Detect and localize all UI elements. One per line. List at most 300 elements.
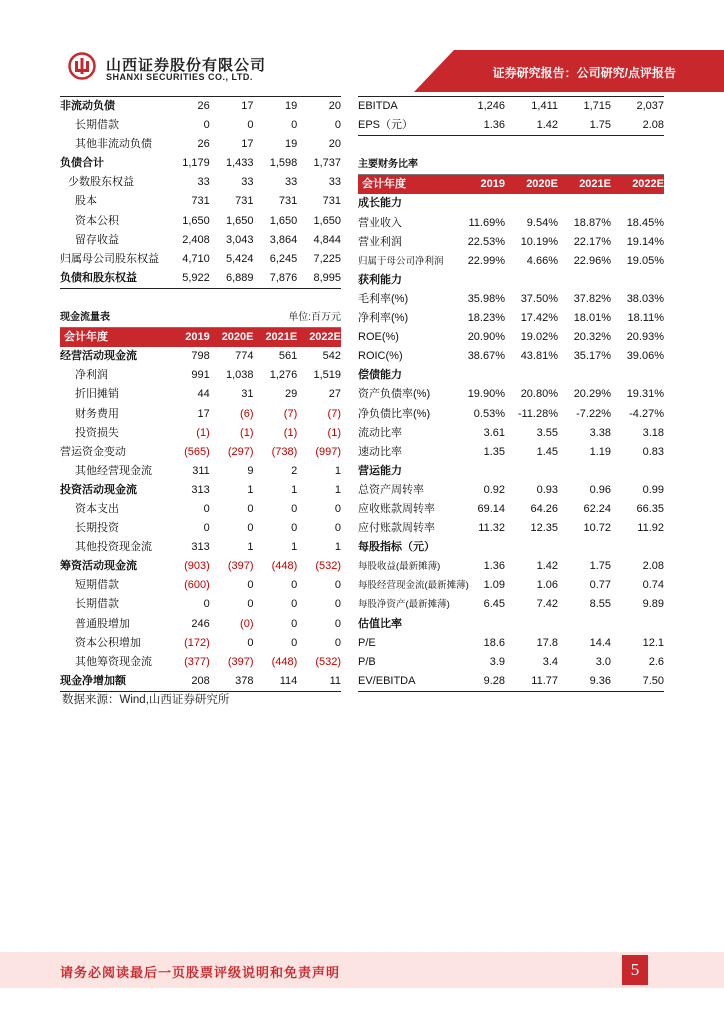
row-value: 3.18 (642, 426, 664, 439)
row-value: 19.14% (626, 235, 664, 248)
row-label: 每股指标（元） (358, 541, 435, 554)
row-label: 长期投资 (75, 522, 119, 535)
data-source-note: 数据来源：Wind,山西证券研究所 (62, 694, 230, 706)
row-value: 33 (197, 176, 210, 189)
row-value: 19 (285, 100, 298, 112)
row-value: (6) (240, 407, 254, 420)
row-label: ROIC(%) (358, 350, 403, 363)
row-label: 其他经营现金流 (75, 464, 152, 477)
row-value: (1) (283, 426, 298, 439)
table-row (358, 595, 664, 614)
row-value: 3.0 (595, 655, 611, 668)
row-value: 1,411 (531, 100, 558, 112)
table-row (60, 519, 341, 538)
row-value: 17.8 (536, 636, 558, 649)
row-label: 每股净资产(最新摊薄) (358, 599, 450, 611)
row-value: 774 (235, 350, 254, 363)
table-row (60, 557, 341, 576)
row-value: 5,424 (225, 252, 254, 265)
header-year: 2022E (632, 178, 664, 191)
row-label: 普通股增加 (75, 617, 130, 630)
row-value: 37.82% (573, 292, 611, 305)
row-value: 64.26 (530, 502, 558, 515)
row-label: 净利润 (75, 369, 108, 382)
row-label: 营运能力 (358, 464, 402, 477)
row-label: 长期借款 (75, 119, 119, 132)
row-value: 0 (247, 636, 254, 649)
row-value: 33 (328, 176, 341, 189)
row-value: 43.81% (520, 350, 558, 363)
page-header (0, 0, 724, 92)
row-value: 29 (285, 388, 298, 401)
row-value: 1 (334, 541, 341, 554)
company-name-cn: 山西证券股份有限公司 (106, 57, 267, 74)
row-label: 现金净增加额 (60, 674, 126, 687)
row-value: 1,650 (313, 214, 341, 227)
row-value: 4,844 (313, 233, 341, 246)
header-label: 会计年度 (64, 331, 108, 344)
row-value: 0 (334, 598, 341, 611)
row-value (505, 615, 558, 634)
row-value: 1 (291, 483, 298, 496)
row-value (611, 366, 664, 385)
row-value: 26 (197, 138, 210, 151)
row-value: 10.19% (520, 235, 558, 248)
row-value (611, 194, 664, 213)
row-value (452, 462, 505, 481)
row-label: 净利率(%) (358, 312, 409, 325)
row-value (558, 462, 611, 481)
row-value: 22.96% (573, 254, 611, 267)
row-value (505, 366, 558, 385)
row-value: 2.08 (642, 560, 664, 573)
row-value: (1) (327, 426, 341, 439)
row-value (505, 462, 558, 481)
row-value: 22.53% (467, 235, 505, 248)
company-name-en: SHANXI SECURITIES CO., LTD. (106, 72, 253, 82)
table-row (358, 519, 664, 538)
row-value: 246 (191, 617, 210, 630)
row-value: (600) (184, 579, 210, 592)
row-value: 0 (291, 119, 298, 132)
row-value (505, 194, 558, 213)
row-value: 11 (329, 674, 341, 687)
row-label: 资产负债率(%) (358, 388, 431, 401)
table-row (358, 309, 664, 328)
table-row (358, 194, 664, 213)
row-value: 0 (247, 119, 254, 132)
row-value: 19.90% (467, 388, 505, 401)
row-label: 营运资金变动 (60, 445, 126, 458)
row-value: 7.50 (642, 674, 664, 687)
header-year: 2019 (480, 178, 505, 191)
row-value: 0.99 (642, 483, 664, 496)
table-row (60, 424, 341, 443)
row-value: 2,037 (636, 100, 664, 112)
row-value: 37.50% (520, 292, 558, 305)
row-value: 12.35 (530, 522, 558, 535)
row-value: 1 (247, 541, 254, 554)
row-value: 44 (197, 388, 210, 401)
row-value: (7) (327, 407, 341, 420)
row-value (505, 538, 558, 557)
row-value: 3.4 (542, 655, 558, 668)
row-value: (997) (315, 445, 341, 458)
table-row (60, 653, 341, 672)
cashflow-title-row (60, 308, 341, 328)
row-value: 3,043 (225, 233, 254, 246)
row-value: 39.06% (626, 350, 664, 363)
table-row (358, 481, 664, 500)
row-value: 1.45 (536, 445, 558, 458)
row-label: 筹资活动现金流 (60, 560, 137, 573)
table-row (358, 385, 664, 404)
table-row (358, 328, 664, 347)
row-value: 0 (334, 636, 341, 649)
table-row (60, 595, 341, 614)
table-row (358, 347, 664, 366)
row-value: 1.75 (589, 119, 611, 132)
header-year: 2021E (265, 331, 298, 344)
row-value: 17.42% (520, 312, 558, 325)
row-value: 22.99% (467, 254, 505, 267)
row-value: 9 (247, 464, 254, 477)
row-value: 3.55 (536, 426, 558, 439)
row-value (558, 366, 611, 385)
row-label: 每股经营现金流(最新摊薄) (358, 580, 469, 592)
row-value: (903) (184, 560, 210, 573)
row-label: 流动比率 (358, 426, 402, 439)
row-value: 1,433 (225, 157, 254, 170)
row-value: 20 (328, 138, 341, 151)
row-value: 1.35 (483, 445, 505, 458)
row-value: 18.01% (573, 312, 611, 325)
table-row (60, 154, 341, 173)
row-value (452, 366, 505, 385)
row-label: 成长能力 (358, 197, 402, 210)
row-value: (738) (271, 445, 298, 458)
row-value: 1 (334, 483, 341, 496)
row-value: 0.74 (642, 579, 664, 592)
row-value: 8.55 (589, 598, 611, 611)
row-value: 3.61 (483, 426, 505, 439)
cashflow-title: 现金流量表 (60, 312, 110, 324)
row-value: 3.38 (589, 426, 611, 439)
row-value: 33 (241, 176, 254, 189)
row-value: 542 (322, 350, 341, 363)
disclaimer-link: 请务必阅读最后一页股票评级说明和免责声明 (60, 965, 341, 980)
row-label: 短期借款 (75, 579, 119, 592)
table-row (60, 212, 341, 231)
row-value: (448) (271, 655, 298, 668)
row-value: 22.17% (573, 235, 611, 248)
row-value: 1 (247, 483, 254, 496)
report-type-label: 证券研究报告：公司研究/点评报告 (492, 66, 676, 80)
table-row (358, 424, 664, 443)
ebitda-eps-table (358, 96, 664, 136)
row-value: 17 (241, 100, 254, 112)
table-row (60, 405, 341, 424)
row-value: 20.32% (573, 331, 611, 344)
header-year: 2021E (579, 178, 611, 191)
table-row (358, 252, 664, 271)
row-value: 0 (247, 598, 254, 611)
row-value: 31 (241, 388, 254, 401)
table-row (358, 462, 664, 481)
row-label: 总资产周转率 (358, 483, 424, 496)
table-row (358, 557, 664, 576)
row-label: 投资活动现金流 (60, 483, 137, 496)
row-label: 归属母公司股东权益 (60, 252, 159, 265)
row-value: 11.32 (478, 522, 505, 535)
row-value: (532) (315, 655, 341, 668)
row-value: 1.42 (536, 560, 558, 573)
table-row (358, 116, 664, 136)
table-row (60, 347, 341, 366)
row-value: 0 (291, 579, 298, 592)
row-value: 0 (203, 119, 210, 132)
row-value: -7.22% (576, 407, 611, 420)
row-value: 0 (291, 598, 298, 611)
row-label: 少数股东权益 (68, 176, 134, 189)
right-column (358, 96, 664, 692)
row-value (452, 615, 505, 634)
row-label: 营业利润 (358, 235, 402, 248)
table-row (60, 443, 341, 462)
row-value: 1.06 (536, 579, 558, 592)
row-label: 其他筹资现金流 (75, 655, 152, 668)
row-label: EPS（元） (358, 119, 414, 132)
row-value: 35.98% (467, 292, 505, 305)
row-value: 2,408 (182, 233, 210, 246)
row-label: 偿债能力 (358, 369, 402, 382)
row-value (505, 271, 558, 290)
row-value (558, 194, 611, 213)
row-value: (397) (227, 655, 254, 668)
row-value: 20.90% (467, 331, 505, 344)
row-value: 0.96 (589, 483, 611, 496)
row-value (452, 271, 505, 290)
row-value: 0 (203, 522, 210, 535)
row-value: 4.66% (526, 254, 558, 267)
table-row (60, 576, 341, 595)
row-value: 1.42 (536, 119, 558, 132)
row-value: 0.83 (642, 445, 664, 458)
row-label: 获利能力 (358, 273, 402, 286)
row-value: 2.6 (648, 655, 664, 668)
row-value: 0 (247, 502, 254, 515)
row-label: 经营活动现金流 (60, 350, 137, 363)
row-label: 应付账款周转率 (358, 522, 435, 535)
row-value: 38.03% (626, 292, 664, 305)
row-value: 18.45% (626, 216, 664, 229)
row-label: 资本支出 (75, 502, 119, 515)
table-row (358, 233, 664, 252)
table-row (60, 135, 341, 154)
row-value: 0 (203, 598, 210, 611)
row-label: P/B (358, 655, 376, 668)
row-value: 1,038 (225, 369, 254, 382)
page-number: 5 (622, 955, 648, 985)
table-row (60, 634, 341, 653)
row-label: 负债合计 (60, 157, 104, 170)
row-value: 731 (191, 195, 210, 208)
row-value: 731 (278, 195, 298, 208)
row-value: 561 (278, 350, 298, 363)
table-row (358, 290, 664, 309)
row-value: 19 (285, 138, 298, 151)
ratios-title-row (358, 155, 664, 175)
row-value (452, 538, 505, 557)
table-row (358, 538, 664, 557)
table-header-row (358, 175, 664, 194)
row-value: 5,922 (182, 271, 210, 284)
row-label: 折旧摊销 (75, 388, 119, 401)
table-row (358, 405, 664, 424)
table-row (358, 214, 664, 233)
row-value: 0 (247, 522, 254, 535)
row-value: 1.75 (589, 560, 611, 573)
row-value: (1) (240, 426, 254, 439)
row-value: 1 (334, 464, 341, 477)
table-row (358, 615, 664, 634)
row-value: 798 (191, 350, 210, 363)
row-value: 9.28 (483, 674, 505, 687)
row-value: -4.27% (629, 407, 664, 420)
row-value: 20.80% (520, 388, 558, 401)
row-label: 归属于母公司净利润 (358, 255, 444, 267)
row-value: 8,995 (313, 271, 341, 284)
row-value: 69.14 (477, 502, 505, 515)
row-value: 0 (334, 617, 341, 630)
row-value: 4,710 (182, 252, 210, 265)
row-label: 长期借款 (75, 598, 119, 611)
row-value: 1,715 (583, 100, 611, 112)
row-value: 6.45 (483, 598, 505, 611)
row-value: 0 (291, 617, 298, 630)
row-label: 股本 (75, 195, 97, 208)
row-label: 资本公积增加 (75, 636, 141, 649)
row-value: 1,598 (269, 157, 298, 170)
row-value: 6,245 (269, 252, 298, 265)
row-label: 非流动负债 (60, 100, 115, 112)
row-value: (448) (271, 560, 298, 573)
row-value: 17 (241, 138, 254, 151)
row-value: 2.08 (642, 119, 664, 132)
row-value: 1.19 (589, 445, 611, 458)
table-row (60, 538, 341, 557)
row-value: 0.77 (589, 579, 611, 592)
row-value: 10.72 (583, 522, 611, 535)
table-row (358, 653, 664, 672)
row-value: (1) (196, 426, 210, 439)
table-row (358, 271, 664, 290)
row-value: 114 (279, 674, 298, 687)
table-row (60, 385, 341, 404)
row-value: 208 (191, 674, 210, 687)
table-row (60, 173, 341, 192)
row-value: (7) (283, 407, 298, 420)
row-label: EV/EBITDA (358, 674, 416, 687)
row-value: 3.9 (489, 655, 505, 668)
header-year: 2020E (221, 331, 254, 344)
row-label: 留存收益 (75, 233, 119, 246)
row-label: EBITDA (358, 100, 398, 112)
row-value: 1,246 (477, 100, 505, 112)
table-row (358, 634, 664, 653)
row-value (558, 271, 611, 290)
row-value: 9.89 (642, 598, 664, 611)
row-value: 19.02% (520, 331, 558, 344)
row-value: 7,876 (269, 271, 298, 284)
header-label: 会计年度 (362, 178, 406, 191)
row-value: 6,889 (225, 271, 254, 284)
row-value: 1.09 (483, 579, 505, 592)
table-row (60, 462, 341, 481)
row-value: 0.93 (536, 483, 558, 496)
row-value: 20.93% (626, 331, 664, 344)
row-value: 0 (291, 636, 298, 649)
row-value: 19.31% (626, 388, 664, 401)
table-row (60, 116, 341, 135)
row-value: 2 (291, 464, 298, 477)
left-column (60, 96, 341, 692)
row-label: 毛利率(%) (358, 292, 409, 305)
row-value: 18.23% (467, 312, 505, 325)
table-row (60, 615, 341, 634)
row-value: 14.4 (589, 636, 611, 649)
row-value: 1,650 (182, 214, 210, 227)
table-row (60, 192, 341, 211)
row-value (611, 615, 664, 634)
row-value: 0 (334, 119, 341, 132)
row-value (452, 194, 505, 213)
row-value: 731 (322, 195, 341, 208)
row-label: 每股收益(最新摊薄) (358, 561, 441, 573)
row-value (558, 615, 611, 634)
row-value: 991 (191, 369, 210, 382)
row-value (611, 538, 664, 557)
row-value (611, 271, 664, 290)
row-label: 其他投资现金流 (75, 541, 152, 554)
row-value: 0 (334, 579, 341, 592)
row-value: 11.69% (468, 216, 505, 229)
table-row (60, 672, 341, 692)
row-value: 9.54% (526, 216, 558, 229)
row-value: 38.67% (467, 350, 505, 363)
row-value: 1,276 (269, 369, 298, 382)
row-value: 7,225 (313, 252, 341, 265)
row-value: 1.36 (483, 560, 505, 573)
row-value: 17 (197, 407, 210, 420)
row-value: 1,179 (182, 157, 210, 170)
table-row (358, 366, 664, 385)
row-label: 投资损失 (75, 426, 119, 439)
row-value: (0) (240, 617, 254, 630)
cashflow-table (60, 328, 341, 692)
row-label: 速动比率 (358, 445, 402, 458)
ratios-table (358, 175, 664, 692)
row-value: 20.29% (573, 388, 611, 401)
row-value: 35.17% (573, 350, 611, 363)
table-header-row (60, 328, 341, 347)
table-row (60, 269, 341, 289)
header-year: 2019 (185, 331, 210, 344)
row-value: 18.6 (483, 636, 505, 649)
row-value: 378 (235, 674, 254, 687)
row-value: 33 (285, 176, 298, 189)
row-value (611, 462, 664, 481)
